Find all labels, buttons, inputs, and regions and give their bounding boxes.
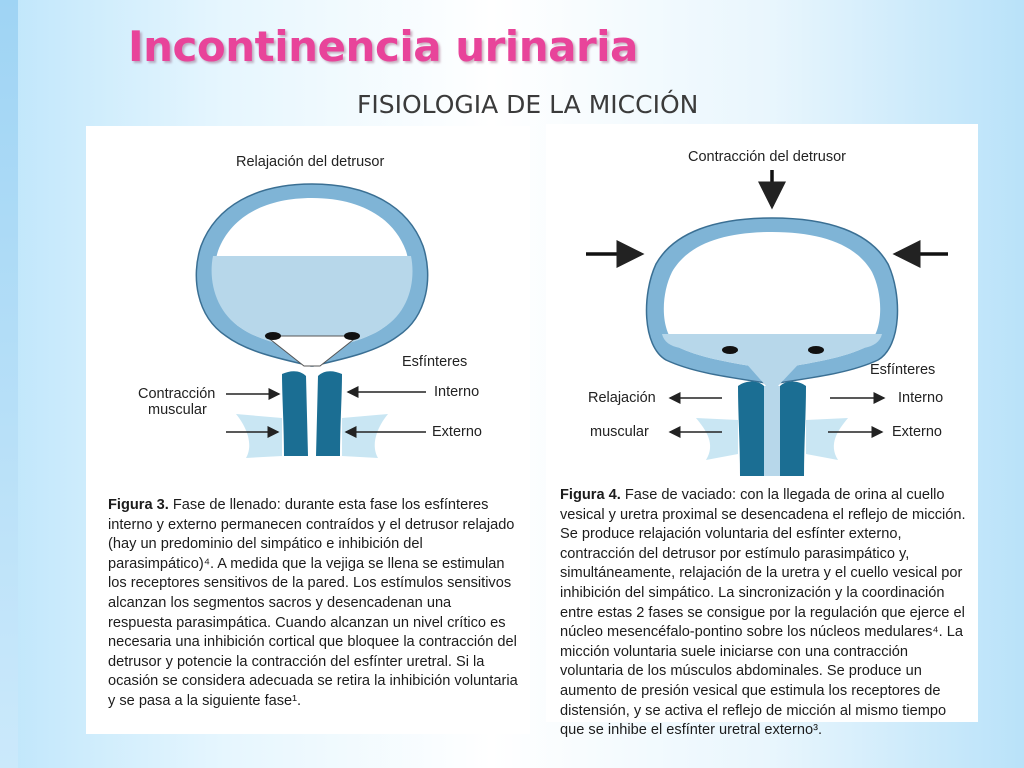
- internal-sphincter: [282, 371, 308, 456]
- bladder-voiding-diagram: [546, 124, 978, 482]
- decorative-strip: [0, 0, 18, 768]
- caption-text: Fase de llenado: durante esta fase los esfínteres interno y externo permanecen contraídos y el detrusor relajado (hay un predominio del simpático e inhibición del parasimpático)⁴. A medida que la vejiga se llena se estimulan los receptores sensitivos de la pared. Los estímulos sensitivos alcanzan los segmentos sacros y desencadenan una respuesta parasimpática. Cuando alcanzan un nivel crítico es necesaria una inhibición cortical que bloquee la contracción del detrusor y potencie la contracción del esfínter uretral. Si la ocasión se considera adecuada se retira la inhibición voluntaria y se pasa a la siguiente fase¹.: [108, 497, 518, 709]
- label-internal: Interno: [898, 390, 944, 406]
- label-muscular: muscular: [590, 424, 649, 440]
- slide-title: Incontinencia urinaria: [128, 22, 638, 71]
- external-sphincter: [696, 418, 738, 460]
- internal-sphincter: [738, 382, 764, 477]
- label-contraction: Contracción: [138, 386, 216, 402]
- caption-label: Figura 4.: [560, 487, 621, 503]
- bladder-filling-diagram: [86, 126, 530, 486]
- label-sphincters: Esfínteres: [870, 362, 936, 378]
- caption-figure-3: [108, 496, 518, 712]
- figure-voiding-phase: [546, 124, 978, 739]
- caption-label: Figura 3.: [108, 497, 169, 513]
- label-relaxation: Relajación: [588, 390, 656, 406]
- label-detrusor-contraction: Contracción del detrusor: [688, 149, 846, 165]
- label-external: Externo: [432, 424, 482, 440]
- caption-text: Fase de vaciado: con la llegada de orina al cuello vesical y uretra proximal se desencadena el reflejo de micción. Se produce relajación voluntaria del esfínter externo, contracción del detrusor por estímulo parasimpático y, simultáneamente, relajación de la uretra y el cuello vesical por inhibición del simpático. La sincronización y la coordinación entre estas 2 fases se consigue por la regulación que ejerce el núcleo mesencéfalo-pontino sobre los núcleos medulares⁴. La micción voluntaria suele iniciarse con una contracción voluntaria de los músculos abdominales. Se produce un aumento de presión vesical que estimula los receptores de distensión, y se activa el reflejo de micción al mismo tiempo que se inhibe el esfínter uretral externo³.: [560, 487, 966, 739]
- caption-figure-4: [560, 486, 974, 741]
- label-sphincters: Esfínteres: [402, 354, 468, 370]
- label-external: Externo: [892, 424, 942, 440]
- external-sphincter: [236, 414, 282, 458]
- label-muscular: muscular: [148, 402, 207, 418]
- slide-subtitle: FISIOLOGIA DE LA MICCIÓN: [357, 90, 699, 119]
- label-internal: Interno: [434, 384, 480, 400]
- label-detrusor-relaxation: Relajación del detrusor: [236, 154, 385, 170]
- figure-filling-phase: [86, 126, 530, 734]
